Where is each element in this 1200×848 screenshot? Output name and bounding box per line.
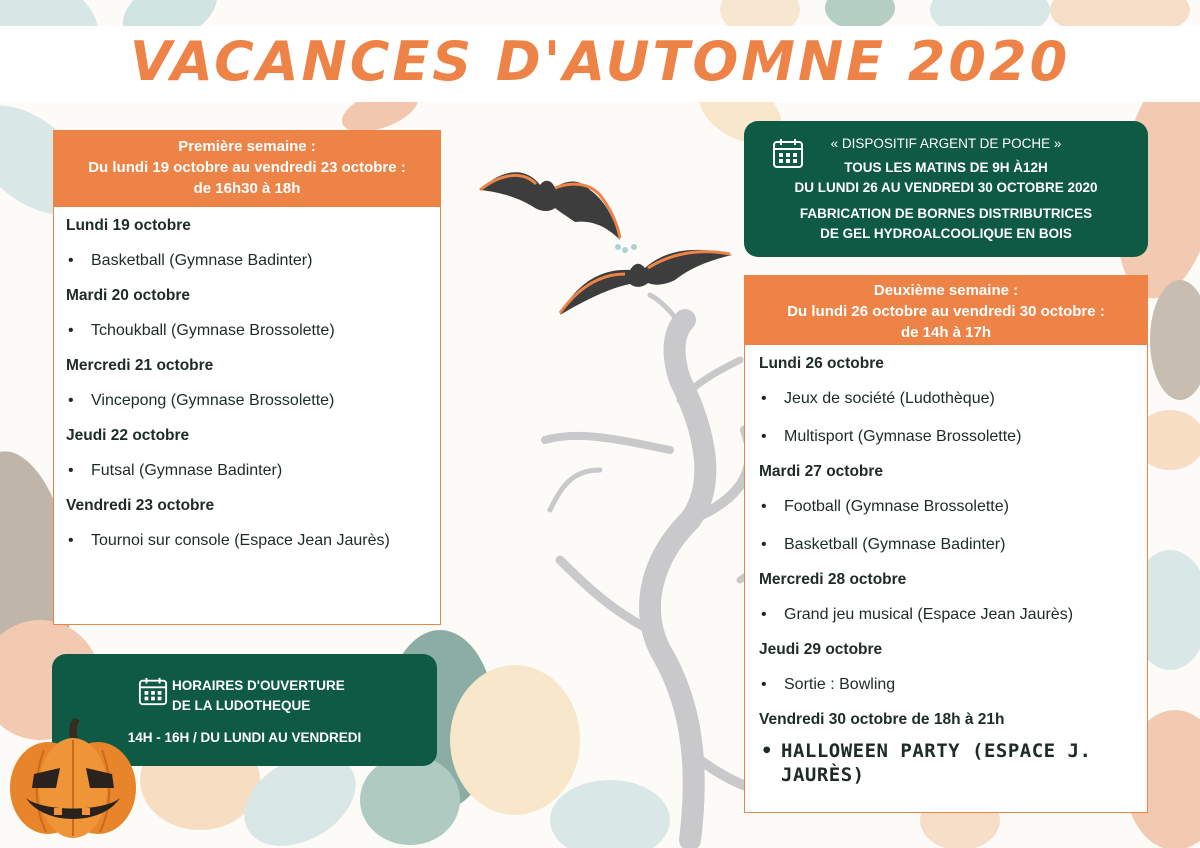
pumpkin-icon xyxy=(4,716,142,840)
calendar-icon xyxy=(772,137,804,169)
week2-card xyxy=(744,275,1148,813)
day-heading: Jeudi 29 octobre xyxy=(759,641,883,658)
list-item: • Grand jeu musical (Espace Jean Jaurès) xyxy=(759,603,1135,627)
list-item: • Jeux de société (Ludothèque) xyxy=(759,387,1135,411)
list-item: • Multisport (Gymnase Brossolette) xyxy=(759,425,1135,449)
calendar-icon xyxy=(138,676,168,706)
halloween-party-item: • HALLOWEEN PARTY (ESPACE J. JAURÈS) xyxy=(759,739,1135,787)
day-heading: Jeudi 22 octobre xyxy=(66,427,190,444)
week1-card xyxy=(53,130,441,625)
list-item: • Tchoukball (Gymnase Brossolette) xyxy=(66,319,428,343)
week2-header: Deuxième semaine : Du lundi 26 octobre au vendredi 30 octobre : de 14h à 17h xyxy=(745,276,1147,345)
week1-header: Première semaine : Du lundi 19 octobre au vendredi 23 octobre : de 16h30 à 18h xyxy=(54,131,440,207)
list-item: • Basketball (Gymnase Badinter) xyxy=(66,249,428,273)
day-heading: Mercredi 28 octobre xyxy=(759,571,907,588)
page-title: VACANCES D'AUTOMNE 2020 xyxy=(129,30,1071,93)
bat-icon xyxy=(470,150,750,330)
list-item: • Football (Gymnase Brossolette) xyxy=(759,495,1135,519)
ludotheque-hours-box: HORAIRES D'OUVERTURE DE LA LUDOTHEQUE 14H - 16H / DU LUNDI AU VENDREDI xyxy=(52,654,437,766)
day-heading: Mercredi 21 octobre xyxy=(66,357,214,374)
list-item: • Vincepong (Gymnase Brossolette) xyxy=(66,389,428,413)
day-heading: Mardi 27 octobre xyxy=(759,463,884,480)
argent-de-poche-box: « DISPOSITIF ARGENT DE POCHE » TOUS LES MATINS DE 9H À12H DU LUNDI 26 AU VENDREDI 30 OCTOBRE 2020 FABRICATION DE BORNES DISTRIBUTRICES DE GEL HYDROALCOOLIQUE EN BOIS xyxy=(744,121,1148,257)
list-item: • Tournoi sur console (Espace Jean Jaurès) xyxy=(66,529,391,553)
day-heading: Vendredi 30 octobre de 18h à 21h xyxy=(759,711,1005,728)
day-heading: Vendredi 23 octobre xyxy=(66,497,215,514)
list-item: • Basketball (Gymnase Badinter) xyxy=(759,533,1135,557)
day-heading: Lundi 26 octobre xyxy=(759,355,884,372)
day-heading: Mardi 20 octobre xyxy=(66,287,191,304)
list-item: • Sortie : Bowling xyxy=(759,673,1135,697)
list-item: • Futsal (Gymnase Badinter) xyxy=(66,459,428,483)
day-heading: Lundi 19 octobre xyxy=(66,217,191,234)
